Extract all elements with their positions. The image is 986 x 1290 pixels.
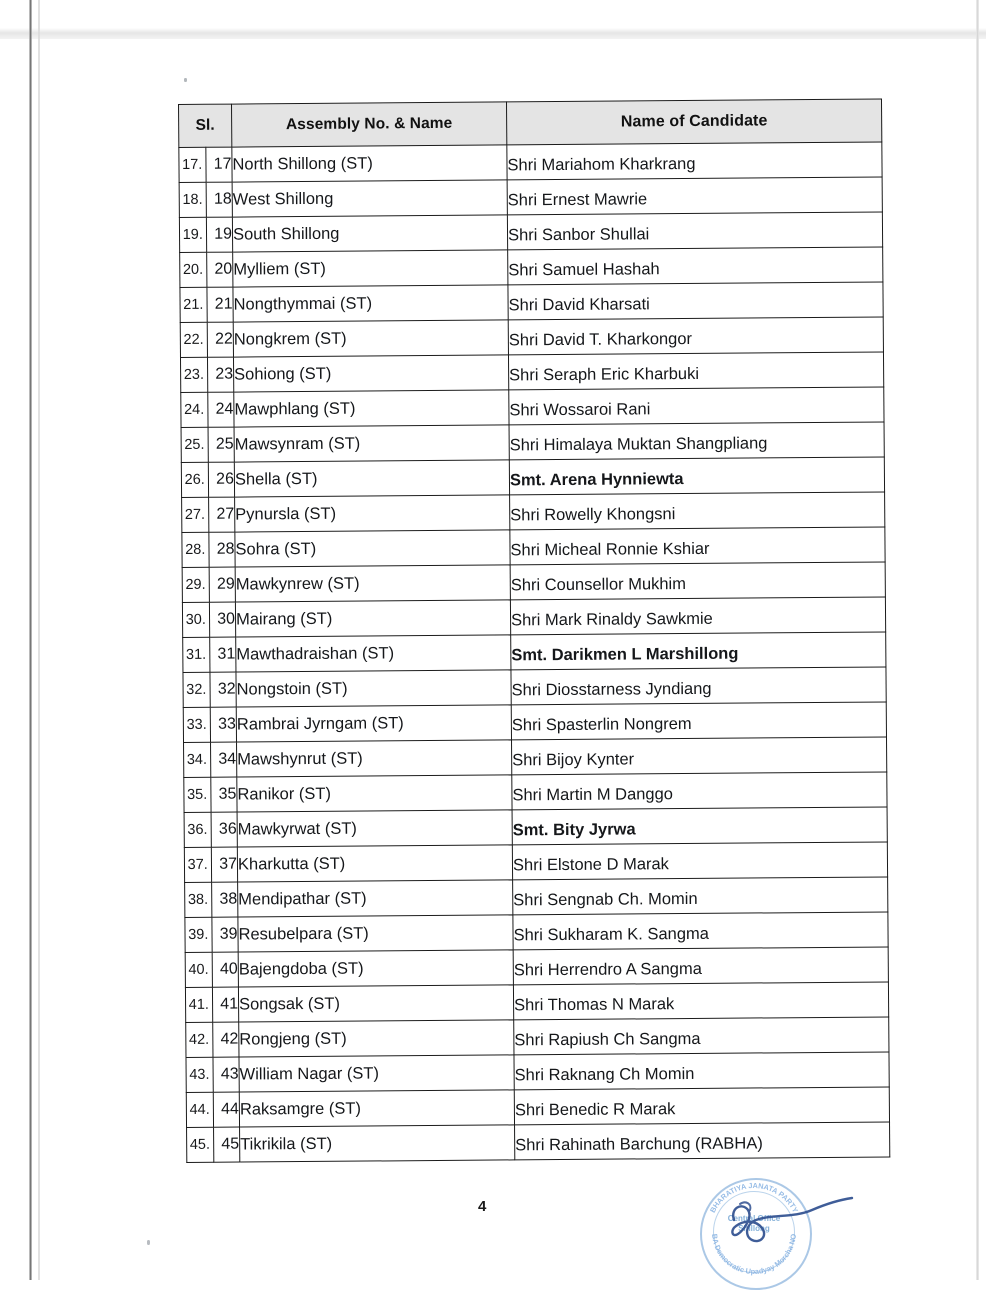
cell-candidate-name [513, 912, 888, 950]
cell-assembly-name: Mawthadraishan (ST) [236, 635, 511, 672]
scan-gutter-line-secondary [38, 0, 40, 1280]
candidate-name-text: Shri Thomas N Marak [514, 994, 675, 1014]
cell-assembly-name: Mawkyrwat (ST) [237, 810, 512, 847]
candidate-name-text: Shri Rahinath Barchung (RABHA) [515, 1133, 763, 1154]
table-row [182, 597, 885, 638]
scan-gutter-line [29, 0, 32, 1280]
cell-assembly-number: 21 [206, 287, 233, 322]
candidate-name-text: Smt. Arena Hynniewta [509, 469, 684, 489]
candidate-name-text: Smt. Darikmen L Marshillong [511, 644, 739, 664]
cell-assembly-name: Mawshynrut (ST) [237, 740, 512, 777]
cell-sl: 31. [183, 637, 210, 672]
candidate-name-text: Shri David Kharsati [508, 294, 650, 314]
table-row [179, 177, 882, 218]
cell-assembly-number: 25 [208, 427, 235, 462]
cell-sl: 23. [180, 357, 207, 392]
cell-assembly-number: 38 [211, 882, 238, 917]
candidate-name-text: Shri Spasterlin Nongrem [511, 714, 692, 734]
stamp-office-label: Central Office [727, 1214, 781, 1223]
cell-sl: 32. [183, 672, 210, 707]
cell-assembly-name: Rambrai Jyrngam (ST) [236, 705, 511, 742]
cell-candidate-name [512, 807, 887, 845]
candidate-name-text: Shri Elstone D Marak [512, 854, 669, 874]
stamp-arc-bottom-text: BA Democratic Upadyay Morcha NO [709, 1233, 799, 1277]
cell-sl: 41. [185, 987, 212, 1022]
table-row [179, 142, 882, 183]
cell-assembly-number: 45 [213, 1127, 240, 1162]
cell-candidate-name [508, 247, 883, 285]
table-row [179, 212, 882, 253]
candidate-name-text: Shri Wossaroi Rani [509, 399, 651, 419]
table-row [184, 807, 887, 848]
stamp-arc-top-text: BHARATIYA JANATA PARTY [707, 1180, 801, 1215]
cell-assembly-number: 17 [205, 147, 232, 182]
table-row [181, 422, 884, 463]
cell-assembly-number: 20 [206, 252, 233, 287]
cell-assembly-name: Nongkrem (ST) [233, 320, 508, 357]
cell-assembly-number: 40 [212, 952, 239, 987]
candidate-name-text: Shri Samuel Hashah [508, 259, 660, 279]
cell-assembly-name: Resubelpara (ST) [238, 915, 513, 952]
candidate-name-text: Shri David T. Kharkongor [508, 329, 693, 349]
cell-assembly-name: Mawphlang (ST) [234, 390, 509, 427]
candidate-name-text: Smt. Bity Jyrwa [512, 819, 636, 839]
cell-assembly-name: West Shillong [232, 180, 507, 217]
candidate-name-text: Shri Raknang Ch Momin [514, 1064, 695, 1084]
cell-assembly-number: 35 [210, 777, 237, 812]
cell-sl: 22. [180, 322, 207, 357]
cell-assembly-number: 19 [206, 217, 233, 252]
cell-candidate-name [510, 562, 885, 600]
cell-candidate-name [513, 982, 888, 1020]
candidate-name-text: Shri Martin M Danggo [512, 784, 673, 804]
cell-assembly-number: 36 [211, 812, 238, 847]
cell-assembly-name: Mawkynrew (ST) [235, 565, 510, 602]
table-row [180, 352, 883, 393]
cell-sl: 17. [179, 147, 206, 182]
candidates-table-container [178, 99, 886, 1163]
cell-sl: 43. [186, 1057, 213, 1092]
table-row [184, 772, 887, 813]
scan-speck [184, 78, 187, 82]
column-header-sl: Sl. [179, 104, 232, 147]
cell-candidate-name [508, 317, 883, 355]
cell-sl: 28. [182, 532, 209, 567]
cell-assembly-name: Shella (ST) [234, 460, 509, 497]
table-header-row [179, 99, 882, 148]
table-row [186, 1052, 889, 1093]
table-row [180, 317, 883, 358]
column-header-assembly: Assembly No. & Name [232, 102, 507, 147]
cell-assembly-name: Mendipathar (ST) [238, 880, 513, 917]
table-row [180, 247, 883, 288]
cell-assembly-number: 43 [212, 1057, 239, 1092]
cell-assembly-name: Sohiong (ST) [233, 355, 508, 392]
table-row [185, 947, 888, 988]
candidate-name-text: Shri Ernest Mawrie [507, 189, 648, 209]
candidate-name-text: Shri Micheal Ronnie Kshiar [510, 539, 710, 559]
cell-sl: 42. [186, 1022, 213, 1057]
cell-candidate-name [510, 527, 885, 565]
cell-candidate-name [509, 422, 884, 460]
table-row [182, 527, 885, 568]
cell-sl: 39. [185, 917, 212, 952]
candidate-name-text: Shri Sengnab Ch. Momin [513, 889, 698, 909]
cell-assembly-number: 23 [207, 357, 234, 392]
cell-assembly-number: 44 [213, 1092, 240, 1127]
cell-assembly-name: Mawsynram (ST) [234, 425, 509, 462]
cell-assembly-number: 26 [208, 462, 235, 497]
cell-candidate-name [507, 177, 882, 215]
cell-sl: 29. [182, 567, 209, 602]
candidate-name-text: Shri Mark Rinaldy Sawkmie [510, 609, 713, 629]
cell-sl: 26. [181, 462, 208, 497]
cell-assembly-name: Nongthymmai (ST) [233, 285, 508, 322]
table-row [187, 1122, 890, 1163]
table-row [186, 1087, 889, 1128]
candidate-name-text: Shri Counsellor Mukhim [510, 574, 687, 594]
cell-assembly-number: 24 [207, 392, 234, 427]
cell-assembly-name: Raksamgre (ST) [239, 1090, 514, 1127]
cell-sl: 18. [179, 182, 206, 217]
cell-candidate-name [508, 282, 883, 320]
cell-assembly-number: 42 [212, 1022, 239, 1057]
table-row [181, 387, 884, 428]
cell-assembly-number: 33 [210, 707, 237, 742]
cell-sl: 27. [182, 497, 209, 532]
cell-assembly-name: Mairang (ST) [235, 600, 510, 637]
cell-candidate-name [508, 352, 883, 390]
cell-sl: 20. [180, 252, 207, 287]
cell-sl: 24. [181, 392, 208, 427]
cell-candidate-name [511, 667, 886, 705]
cell-assembly-name: Rongjeng (ST) [239, 1020, 514, 1057]
cell-candidate-name [514, 1052, 889, 1090]
cell-candidate-name [514, 1087, 889, 1125]
cell-sl: 38. [185, 882, 212, 917]
cell-candidate-name [511, 702, 886, 740]
cell-assembly-name: Ranikor (ST) [237, 775, 512, 812]
cell-assembly-number: 28 [208, 532, 235, 567]
candidate-name-text: Shri Herrendro A Sangma [513, 959, 702, 979]
table-row [185, 912, 888, 953]
cell-candidate-name [512, 772, 887, 810]
cell-assembly-name: Bajengdoba (ST) [238, 950, 513, 987]
table-row [180, 282, 883, 323]
cell-assembly-number: 34 [210, 742, 237, 777]
table-row [181, 457, 884, 498]
column-header-candidate: Name of Candidate [506, 99, 881, 145]
cell-assembly-number: 41 [212, 987, 239, 1022]
cell-sl: 36. [184, 812, 211, 847]
cell-assembly-number: 29 [209, 567, 236, 602]
cell-assembly-number: 37 [211, 847, 238, 882]
candidate-name-text: Shri Sanbor Shullai [507, 224, 650, 244]
table-row [185, 877, 888, 918]
scan-right-edge [976, 0, 979, 1280]
cell-candidate-name [510, 492, 885, 530]
stamp-city-label: Shillong [738, 1224, 770, 1233]
candidate-name-text: Shri Rapiush Ch Sangma [514, 1029, 701, 1049]
cell-candidate-name [512, 737, 887, 775]
table-row [183, 702, 886, 743]
scan-top-band [0, 28, 986, 39]
cell-candidate-name [510, 597, 885, 635]
cell-assembly-name: Pynursla (ST) [235, 495, 510, 532]
cell-assembly-number: 18 [206, 182, 233, 217]
page-number: 4 [478, 1198, 487, 1215]
cell-assembly-name: South Shillong [232, 215, 507, 252]
table-body [179, 142, 890, 1162]
table-row [182, 492, 885, 533]
candidate-name-text: Shri Mariahom Kharkrang [507, 154, 696, 174]
table-row [184, 842, 887, 883]
cell-assembly-number: 27 [208, 497, 235, 532]
cell-assembly-name: Sohra (ST) [235, 530, 510, 567]
cell-sl: 40. [185, 952, 212, 987]
cell-sl: 21. [180, 287, 207, 322]
cell-sl: 19. [179, 217, 206, 252]
cell-assembly-name: Tikrikila (ST) [240, 1125, 515, 1162]
cell-candidate-name [513, 877, 888, 915]
candidate-name-text: Shri Sukharam K. Sangma [513, 924, 709, 944]
cell-sl: 34. [184, 742, 211, 777]
cell-candidate-name [509, 387, 884, 425]
cell-candidate-name [515, 1122, 890, 1160]
table-row [185, 982, 888, 1023]
candidate-name-text: Shri Benedic R Marak [514, 1099, 676, 1119]
candidate-name-text: Shri Seraph Eric Kharbuki [509, 364, 700, 384]
cell-candidate-name [511, 632, 886, 670]
table-row [186, 1017, 889, 1058]
cell-assembly-number: 31 [209, 637, 236, 672]
cell-sl: 37. [184, 847, 211, 882]
cell-candidate-name [509, 457, 884, 495]
scan-speck [147, 1240, 150, 1245]
cell-assembly-name: Nongstoin (ST) [236, 670, 511, 707]
cell-sl: 33. [183, 707, 210, 742]
cell-candidate-name [512, 842, 887, 880]
candidate-name-text: Shri Himalaya Muktan Shangpliang [509, 433, 768, 454]
table-row [183, 667, 886, 708]
candidate-name-text: Shri Diosstarness Jyndiang [511, 679, 712, 699]
cell-assembly-name: Songsak (ST) [238, 985, 513, 1022]
candidate-name-text: Shri Rowelly Khongsni [510, 504, 676, 524]
cell-candidate-name [514, 1017, 889, 1055]
cell-candidate-name [513, 947, 888, 985]
cell-assembly-number: 39 [211, 917, 238, 952]
cell-sl: 30. [182, 602, 209, 637]
cell-sl: 45. [187, 1127, 214, 1162]
table-row [183, 632, 886, 673]
cell-assembly-number: 22 [207, 322, 234, 357]
cell-assembly-number: 32 [209, 672, 236, 707]
cell-assembly-number: 30 [209, 602, 236, 637]
cell-sl: 44. [186, 1092, 213, 1127]
candidate-name-text: Shri Bijoy Kynter [512, 749, 635, 769]
cell-assembly-name: Mylliem (ST) [233, 250, 508, 287]
table-row [182, 562, 885, 603]
cell-candidate-name [507, 212, 882, 250]
signature-mark [716, 1186, 856, 1266]
table-header [179, 99, 882, 148]
cell-assembly-name: William Nagar (ST) [239, 1055, 514, 1092]
cell-candidate-name [507, 142, 882, 180]
candidates-table [178, 98, 890, 1162]
cell-assembly-name: North Shillong (ST) [232, 145, 507, 182]
cell-sl: 25. [181, 427, 208, 462]
cell-assembly-name: Kharkutta (ST) [237, 845, 512, 882]
table-row [184, 737, 887, 778]
cell-sl: 35. [184, 777, 211, 812]
